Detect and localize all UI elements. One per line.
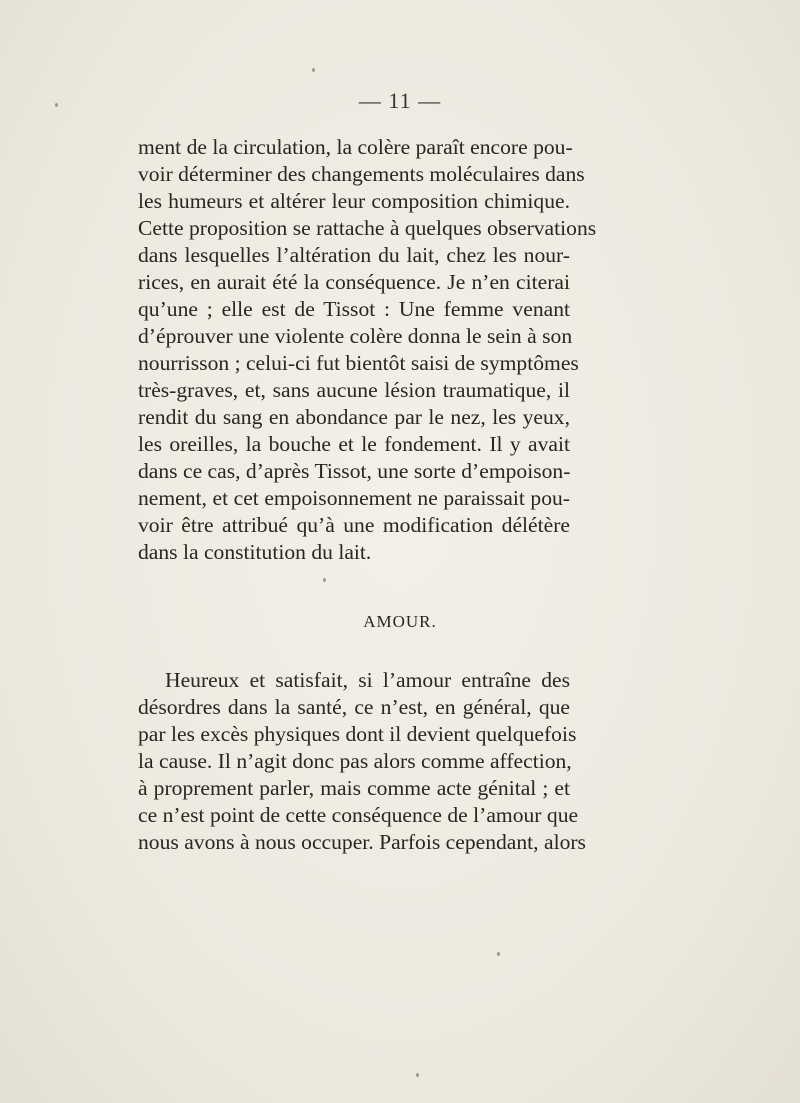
text-line: nourrisson ; celui-ci fut bientôt saisi de symptômes	[138, 351, 579, 375]
paper-speck	[323, 578, 326, 582]
text-line: très-graves, et, sans aucune lésion traumatique, il	[138, 378, 570, 402]
section-heading: AMOUR.	[363, 612, 437, 631]
text-line: dans la constitution du lait.	[138, 540, 372, 564]
text-line: rendit du sang en abondance par le nez, les yeux,	[138, 405, 570, 429]
text-line: à proprement parler, mais comme acte génital ; et	[138, 776, 570, 800]
paper-speck	[55, 103, 58, 107]
page-number-header: — 11 —	[358, 88, 442, 113]
text-line: qu’une ; elle est de Tissot : Une femme venant	[138, 297, 570, 321]
text-line: ment de la circulation, la colère paraît encore pou-	[138, 135, 573, 159]
text-line: dans ce cas, d’après Tissot, une sorte d’empoison-	[138, 459, 571, 483]
text-line: la cause. Il n’agit donc pas alors comme affection,	[138, 749, 572, 773]
text-line: ce n’est point de cette conséquence de l’amour que	[138, 803, 579, 827]
paper-speck	[416, 1073, 419, 1077]
text-line: les humeurs et altérer leur composition chimique.	[138, 189, 570, 213]
text-line: désordres dans la santé, ce n’est, en général, que	[138, 695, 570, 719]
paper-speck	[497, 952, 500, 956]
paragraph-2	[138, 667, 586, 856]
text-line: nous avons à nous occuper. Parfois cependant, alors	[138, 830, 586, 854]
text-line: les oreilles, la bouche et le fondement. Il y avait	[138, 432, 570, 456]
text-line: nement, et cet empoisonnement ne paraissait pou-	[138, 486, 570, 510]
text-line: Cette proposition se rattache à quelques observations	[138, 216, 597, 240]
text-line: par les excès physiques dont il devient quelquefois	[138, 722, 577, 746]
text-line: Heureux et satisfait, si l’amour entraîne des	[165, 668, 570, 692]
text-line: d’éprouver une violente colère donna le sein à son	[138, 324, 573, 348]
text-line: voir déterminer des changements moléculaires dans	[138, 162, 585, 186]
text-line: dans lesquelles l’altération du lait, chez les nour-	[138, 243, 570, 267]
paper-speck	[312, 68, 315, 72]
text-line: rices, en aurait été la conséquence. Je n’en citerai	[138, 270, 570, 294]
text-line: voir être attribué qu’à une modification délétère	[138, 513, 570, 537]
paragraph-1	[138, 134, 597, 566]
